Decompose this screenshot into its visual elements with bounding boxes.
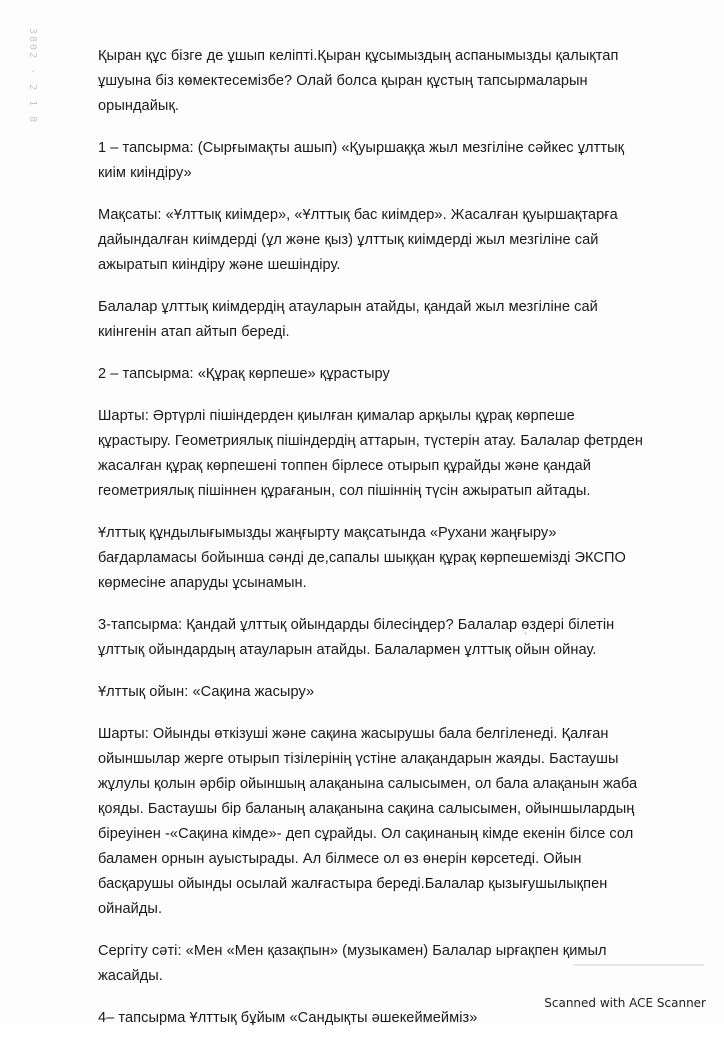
paragraph: [98, 136, 668, 186]
paragraph: [98, 521, 668, 596]
text-line: Балалар ұлттық киімдердің атауларын атайды, қандай жыл мезгіліне сай: [98, 299, 598, 315]
text-line: Шарты: Әртүрлі пішіндерден қиылған қималар арқылы құрақ көрпеше: [98, 408, 575, 424]
paragraph: [98, 362, 668, 387]
text-line: жасалған құрақ көрпешені топпен бірлесе отырып құрайды және қандай: [98, 458, 591, 474]
text-line: ұшуына біз көмектесемізбе? Олай болса қыран құстың тапсырмаларын: [98, 73, 588, 89]
text-line: ойыншылар жерге отырып тізілерінің үстіне алақандарын жаяды. Бастаушы: [98, 751, 619, 767]
text-line: орындайық.: [98, 98, 179, 114]
scan-speck: [524, 632, 527, 635]
text-line: көрмесіне апаруды ұсынамын.: [98, 575, 307, 591]
paragraph: [98, 680, 668, 705]
document-body: [98, 44, 668, 1048]
paragraph: [98, 295, 668, 345]
text-line: құрастыру. Геометриялық пішіндердің аттарын, түстерін атау. Балалар фетрден: [98, 433, 644, 449]
text-line: жасайды.: [98, 968, 163, 984]
text-line: ажыратып киіндіру және шешіндіру.: [98, 257, 341, 273]
text-line: бағдарламасы бойынша сәнді де,сапалы шыққан құрақ көрпешемізді ЭКСПО: [98, 550, 626, 566]
paragraph: [98, 404, 668, 504]
text-line: ұлттық ойындардың атауларын атайды. Балалармен ұлттық ойын ойнау.: [98, 642, 597, 658]
text-line: Мақсаты: «Ұлттық киімдер», «Ұлттық бас киімдер». Жасалған қуыршақтарға: [98, 207, 618, 223]
text-line: жұлулы қолын әрбір ойыншың алақанына салысымен, ол бала алақанын жаба: [98, 776, 638, 792]
text-line: 3-тапсырма: Қандай ұлттық ойындарды білесіңдер? Балалар өздері білетін: [98, 617, 615, 633]
paragraph: [98, 44, 668, 119]
text-line: геометриялық пішіннен құрағанын, сол пішіннің түсін ажыратып айтады.: [98, 483, 591, 499]
text-line: басқарушы ойынды осылай жалғастыра береді.Балалар қызығушылықпен: [98, 876, 608, 892]
text-line: біреуінен -«Сақина кімде»- деп сұрайды. Ол сақинаның кімде екенін білсе сол: [98, 826, 634, 842]
text-line: киінгенін атап айтып береді.: [98, 324, 290, 340]
text-line: Ұлттық ойын: «Сақина жасыру»: [98, 684, 315, 700]
text-line: Қыран құс бізге де ұшып келіпті.Қыран құсымыздың аспанымызды қалықтап: [98, 48, 619, 64]
text-line: 2 – тапсырма: «Құрақ көрпеше» құрастыру: [98, 366, 390, 382]
margin-stamp-mark: [24, 28, 38, 138]
text-line: 4– тапсырма Ұлттық бұйым «Сандықты әшекеймейміз»: [98, 1010, 478, 1026]
text-line: 1 – тапсырма: (Сырғымақты ашып) «Қуыршаққа жыл мезгіліне сәйкес ұлттық: [98, 140, 625, 156]
text-line: ойнайды.: [98, 901, 163, 917]
text-line: Шарты: Ойынды өткізуші және сақина жасырушы бала белгіленеді. Қалған: [98, 726, 609, 742]
text-line: баламен орнын ауыстырады. Ал білмесе ол өз өнерін көрсетеді. Ойын: [98, 851, 582, 867]
text-line: киім киіндіру»: [98, 165, 192, 181]
paragraph: [98, 613, 668, 663]
paragraph: [98, 203, 668, 278]
text-line: Сергіту сәті: «Мен «Мен қазақпын» (музыкамен) Балалар ырғақпен қимыл: [98, 943, 607, 959]
scanner-watermark: Scanned with ACE Scanner: [544, 996, 706, 1010]
paragraph: [98, 722, 668, 922]
margin-stamp-text: 3802 · 2 1 8: [27, 28, 38, 125]
scan-edge-mark: [574, 964, 704, 966]
text-line: дайындалған киімдерді (ұл және қыз) ұлттық киімдерді жыл мезгіліне сай: [98, 232, 599, 248]
text-line: қояды. Бастаушы бір баланың алақанына сақина салысымен, ойыншылардың: [98, 801, 635, 817]
text-line: Ұлттық құндылығымызды жаңғырту мақсатында «Рухани жаңғыру»: [98, 525, 557, 541]
